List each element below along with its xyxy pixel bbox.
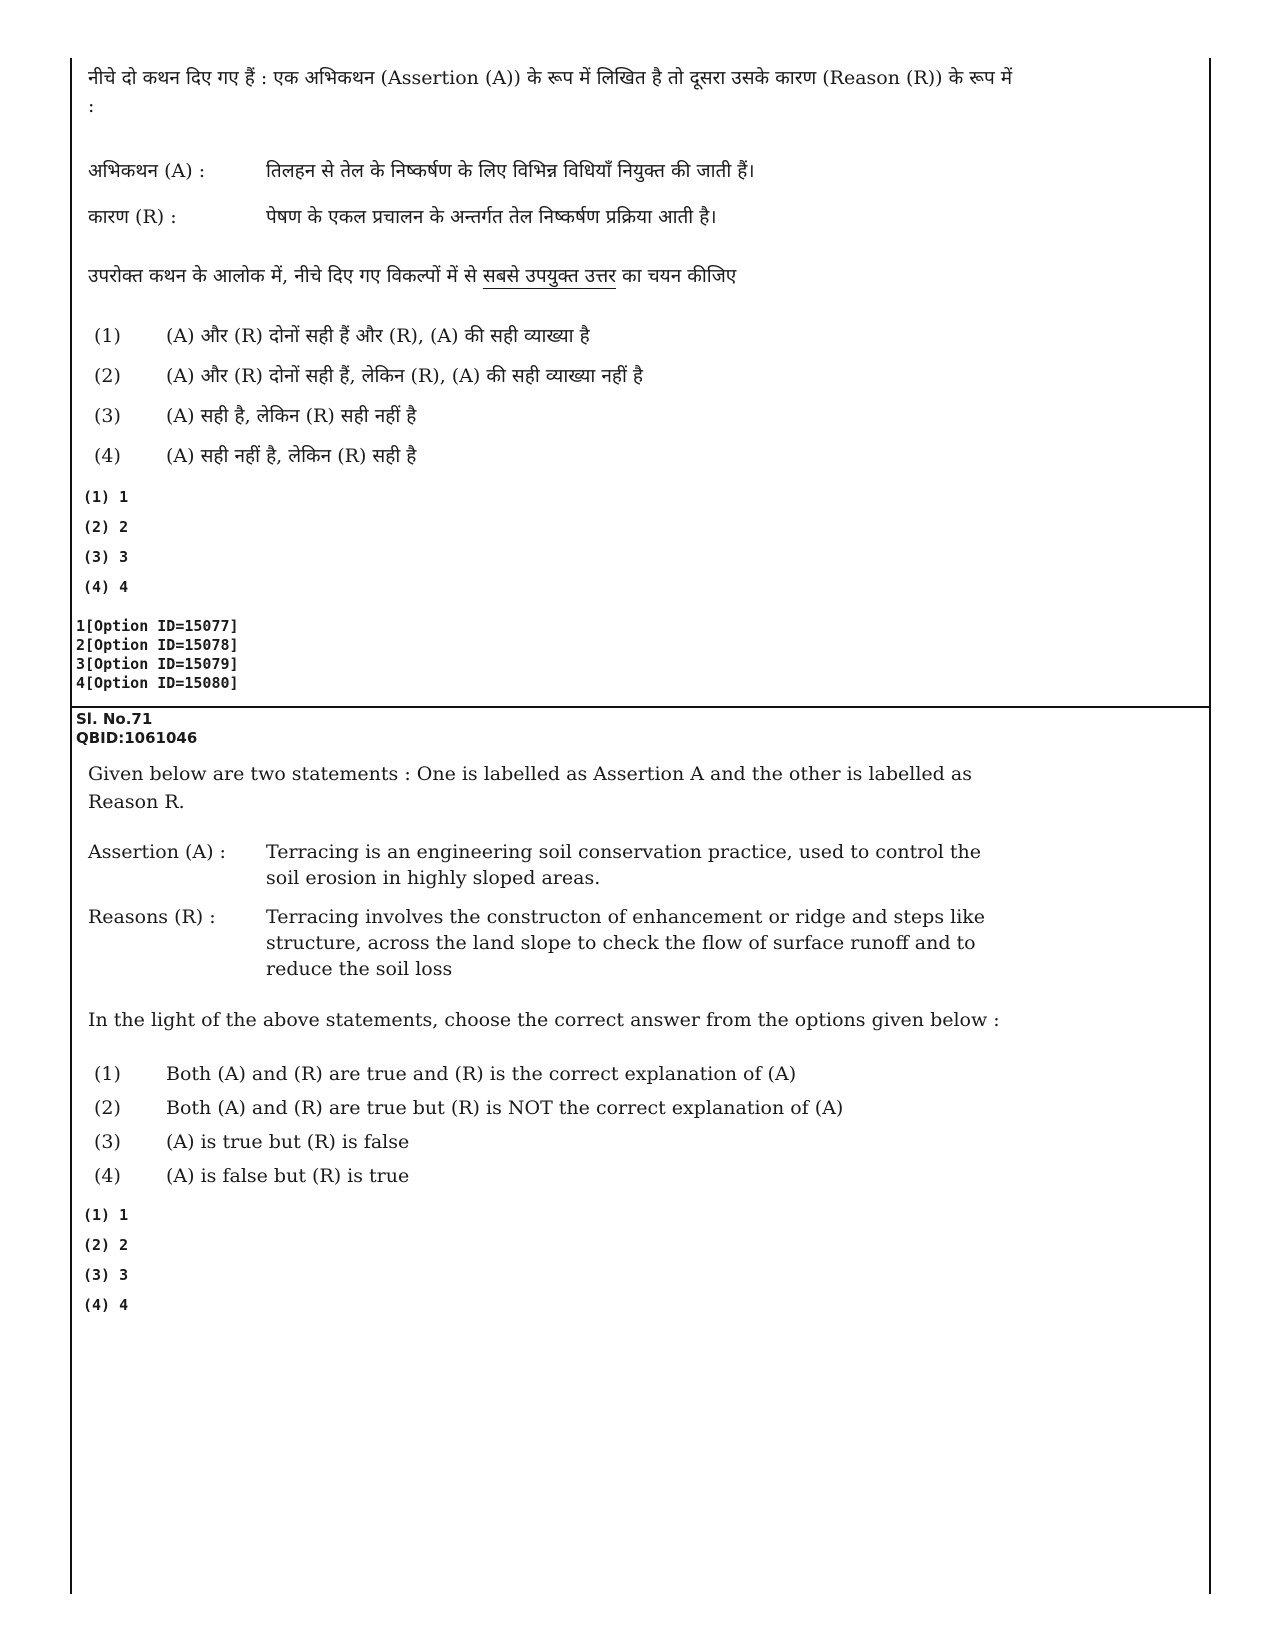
option-number: (4) [94, 445, 121, 467]
option-number: (3) [94, 1131, 121, 1153]
q70-reason-text: पेषण के एकल प्रचालन के अन्तर्गत तेल निष्कर्षण प्रक्रिया आती है। [266, 206, 717, 228]
q71-reason [88, 904, 1011, 982]
q71-option-3 [88, 1129, 843, 1163]
q71-options [88, 1061, 843, 1197]
q71-reason-label: Reasons (R) : [88, 906, 216, 928]
option-number: (2) [94, 1097, 121, 1119]
q70-answer-choices [83, 482, 128, 602]
option-number: (1) [94, 325, 121, 347]
q71-assertion [88, 839, 1011, 891]
q71-option-4 [88, 1163, 843, 1197]
q71-answer-choices [83, 1200, 128, 1320]
q71-option-1 [88, 1061, 843, 1095]
serial-number: Sl. No.71 [76, 710, 153, 728]
option-id: 2[Option ID=15078] [76, 636, 239, 654]
option-text: (A) is true but (R) is false [166, 1131, 410, 1153]
option-text: (A) और (R) दोनों सही हैं और (R), (A) की सही व्याख्या है [166, 325, 590, 347]
option-number: (4) [94, 1165, 121, 1187]
answer-choice: (4) 4 [83, 1296, 129, 1314]
q71-prompt: In the light of the above statements, choose the correct answer from the options given below : [88, 1009, 1000, 1031]
qbid: QBID:1061046 [76, 729, 198, 747]
q71-reason-text: Terracing involves the constructon of enhancement or ridge and steps like structure, across the land slope to check the flow of surface runoff and to reduce the soil loss [266, 906, 986, 980]
page-border-left [70, 58, 72, 1594]
option-id: 1[Option ID=15077] [76, 617, 239, 635]
q71-intro: Given below are two statements : One is labelled as Assertion A and the other is labelled as Reason R. [88, 763, 972, 813]
option-text: (A) और (R) दोनों सही हैं, लेकिन (R), (A) की सही व्याख्या नहीं है [166, 365, 644, 387]
q70-option-2 [88, 363, 643, 403]
q70-intro: नीचे दो कथन दिए गए हैं : एक अभिकथन (Assertion (A)) के रूप में लिखित है तो दूसरा उसके कारण (Reason (R)) के रूप में : [88, 67, 1013, 117]
option-number: (2) [94, 365, 121, 387]
answer-choice: (2) 2 [83, 1236, 129, 1254]
option-text: Both (A) and (R) are true but (R) is NOT the correct explanation of (A) [166, 1097, 844, 1119]
answer-choice: (3) 3 [83, 548, 129, 566]
q71-option-2 [88, 1095, 843, 1129]
q70-option-3 [88, 403, 643, 443]
q71-assertion-label: Assertion (A) : [88, 841, 226, 863]
answer-choice: (1) 1 [83, 1206, 129, 1224]
q70-options [88, 323, 643, 483]
q70-prompt-underlined: सबसे उपयुक्त उत्तर [482, 265, 617, 287]
q70-assertion-label: अभिकथन (A) : [88, 160, 206, 182]
option-text: Both (A) and (R) are true and (R) is the correct explanation of (A) [166, 1063, 797, 1085]
option-id: 4[Option ID=15080] [76, 674, 239, 692]
q70-prompt-post: का चयन कीजिए [616, 265, 737, 287]
answer-choice: (3) 3 [83, 1266, 129, 1284]
question-divider [70, 706, 1211, 708]
q70-option-1 [88, 323, 643, 363]
option-number: (1) [94, 1063, 121, 1085]
option-text: (A) सही नहीं है, लेकिन (R) सही है [166, 445, 417, 467]
q70-prompt-pre: उपरोक्त कथन के आलोक में, नीचे दिए गए विकल्पों में से [88, 265, 483, 287]
option-text: (A) सही है, लेकिन (R) सही नहीं है [166, 405, 417, 427]
q70-reason-label: कारण (R) : [88, 206, 177, 228]
q70-option-4 [88, 443, 643, 483]
q70-reason [88, 204, 1011, 230]
answer-choice: (4) 4 [83, 578, 129, 596]
page-border-right [1209, 58, 1211, 1594]
q70-assertion [88, 158, 1011, 184]
option-number: (3) [94, 405, 121, 427]
q70-assertion-text: तिलहन से तेल के निष्कर्षण के लिए विभिन्न विधियाँ नियुक्त की जाती हैं। [266, 160, 755, 182]
q70-option-ids [76, 617, 239, 693]
q71-meta [76, 710, 197, 748]
option-text: (A) is false but (R) is true [166, 1165, 410, 1187]
answer-choice: (2) 2 [83, 518, 129, 536]
answer-choice: (1) 1 [83, 488, 129, 506]
q71-assertion-text: Terracing is an engineering soil conservation practice, used to control the soil erosion in highly sloped areas. [266, 841, 982, 889]
option-id: 3[Option ID=15079] [76, 655, 239, 673]
q70-prompt [88, 263, 1018, 289]
